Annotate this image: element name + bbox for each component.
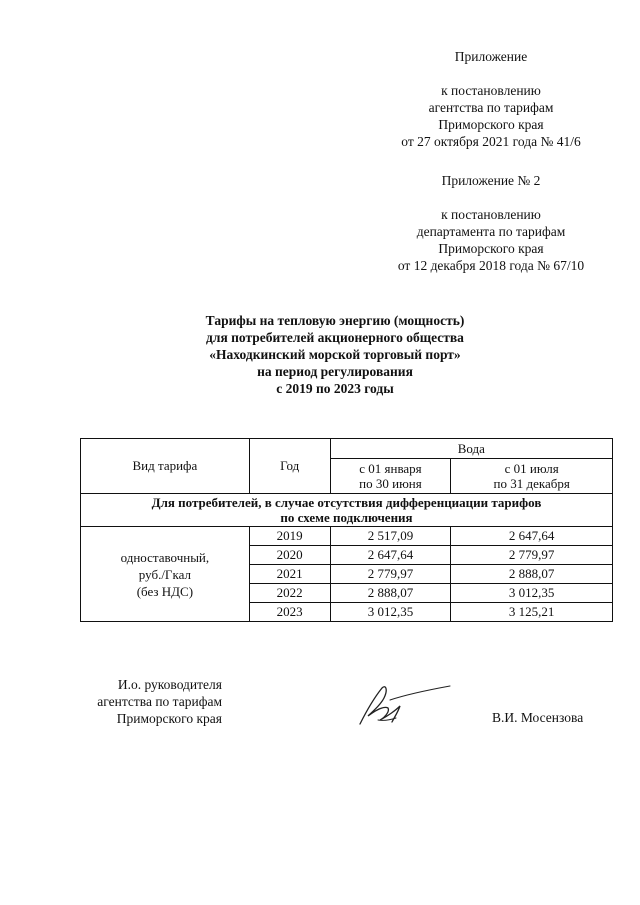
- tariff-first-half-cell: 2 647,64: [330, 546, 451, 565]
- header-period-second-half: [451, 459, 613, 494]
- appendix-label: Приложение: [454, 49, 528, 64]
- year-cell: 2019: [249, 527, 330, 546]
- appendix-line: Приморского края: [438, 241, 544, 256]
- period-line: с 01 января: [359, 461, 422, 477]
- title-line: «Находкинский морской торговый порт»: [209, 347, 461, 362]
- tariff-second-half-cell: 2 888,07: [451, 565, 613, 584]
- year-cell: 2023: [249, 603, 330, 622]
- year-cell: 2021: [249, 565, 330, 584]
- period-line: с 01 июля: [504, 461, 559, 477]
- period-line: по 31 декабря: [493, 476, 570, 492]
- header-year: Год: [249, 439, 330, 494]
- position-line: И.о. руководителя: [117, 677, 222, 692]
- tariff-type-line: руб./Гкал: [138, 566, 191, 582]
- handwritten-signature: [350, 680, 460, 728]
- appendix-previous: [360, 172, 622, 274]
- table-row: [81, 527, 613, 546]
- title-line: Тарифы на тепловую энергию (мощность): [205, 313, 465, 328]
- tariff-first-half-cell: 2 517,09: [330, 527, 451, 546]
- section-heading: [81, 494, 613, 527]
- period-line: по 30 июня: [359, 476, 422, 492]
- tariff-type-line: (без НДС): [136, 583, 194, 599]
- appendix-line: к постановлению: [441, 207, 541, 222]
- position-line: агентства по тарифам: [97, 694, 222, 709]
- appendix-line: Приморского края: [438, 117, 544, 132]
- year-cell: 2020: [249, 546, 330, 565]
- header-water: Вода: [330, 439, 612, 459]
- tariff-second-half-cell: 3 125,21: [451, 603, 613, 622]
- header-period-first-half: [330, 459, 451, 494]
- title-line: с 2019 по 2023 годы: [276, 381, 394, 396]
- appendix-line: от 27 октября 2021 года № 41/6: [401, 134, 581, 149]
- position-line: Приморского края: [116, 711, 222, 726]
- section-line: Для потребителей, в случае отсутствия дифференциации тарифов: [151, 495, 542, 510]
- tariff-type-cell: [81, 527, 250, 622]
- title-line: для потребителей акционерного общества: [206, 330, 464, 345]
- tariff-type-line: одноставочный,: [120, 549, 210, 565]
- appendix-label: Приложение № 2: [441, 173, 541, 188]
- year-cell: 2022: [249, 584, 330, 603]
- appendix-line: департамента по тарифам: [416, 224, 566, 239]
- appendix-line: агентства по тарифам: [428, 100, 554, 115]
- title-line: на период регулирования: [257, 364, 413, 379]
- tariff-first-half-cell: 3 012,35: [330, 603, 451, 622]
- tariff-second-half-cell: 3 012,35: [451, 584, 613, 603]
- appendix-current: [360, 48, 622, 150]
- tariff-first-half-cell: 2 888,07: [330, 584, 451, 603]
- appendix-line: от 12 декабря 2018 года № 67/10: [397, 258, 585, 273]
- appendix-line: к постановлению: [441, 83, 541, 98]
- signatory-name: В.И. Мосензова: [492, 710, 584, 725]
- tariff-second-half-cell: 2 647,64: [451, 527, 613, 546]
- tariff-second-half-cell: 2 779,97: [451, 546, 613, 565]
- tariff-first-half-cell: 2 779,97: [330, 565, 451, 584]
- header-tariff-type: Вид тарифа: [81, 439, 250, 494]
- signatory-position: [82, 676, 222, 727]
- document-title: [120, 312, 550, 397]
- tariff-table: [80, 438, 613, 622]
- section-line: по схеме подключения: [280, 510, 413, 525]
